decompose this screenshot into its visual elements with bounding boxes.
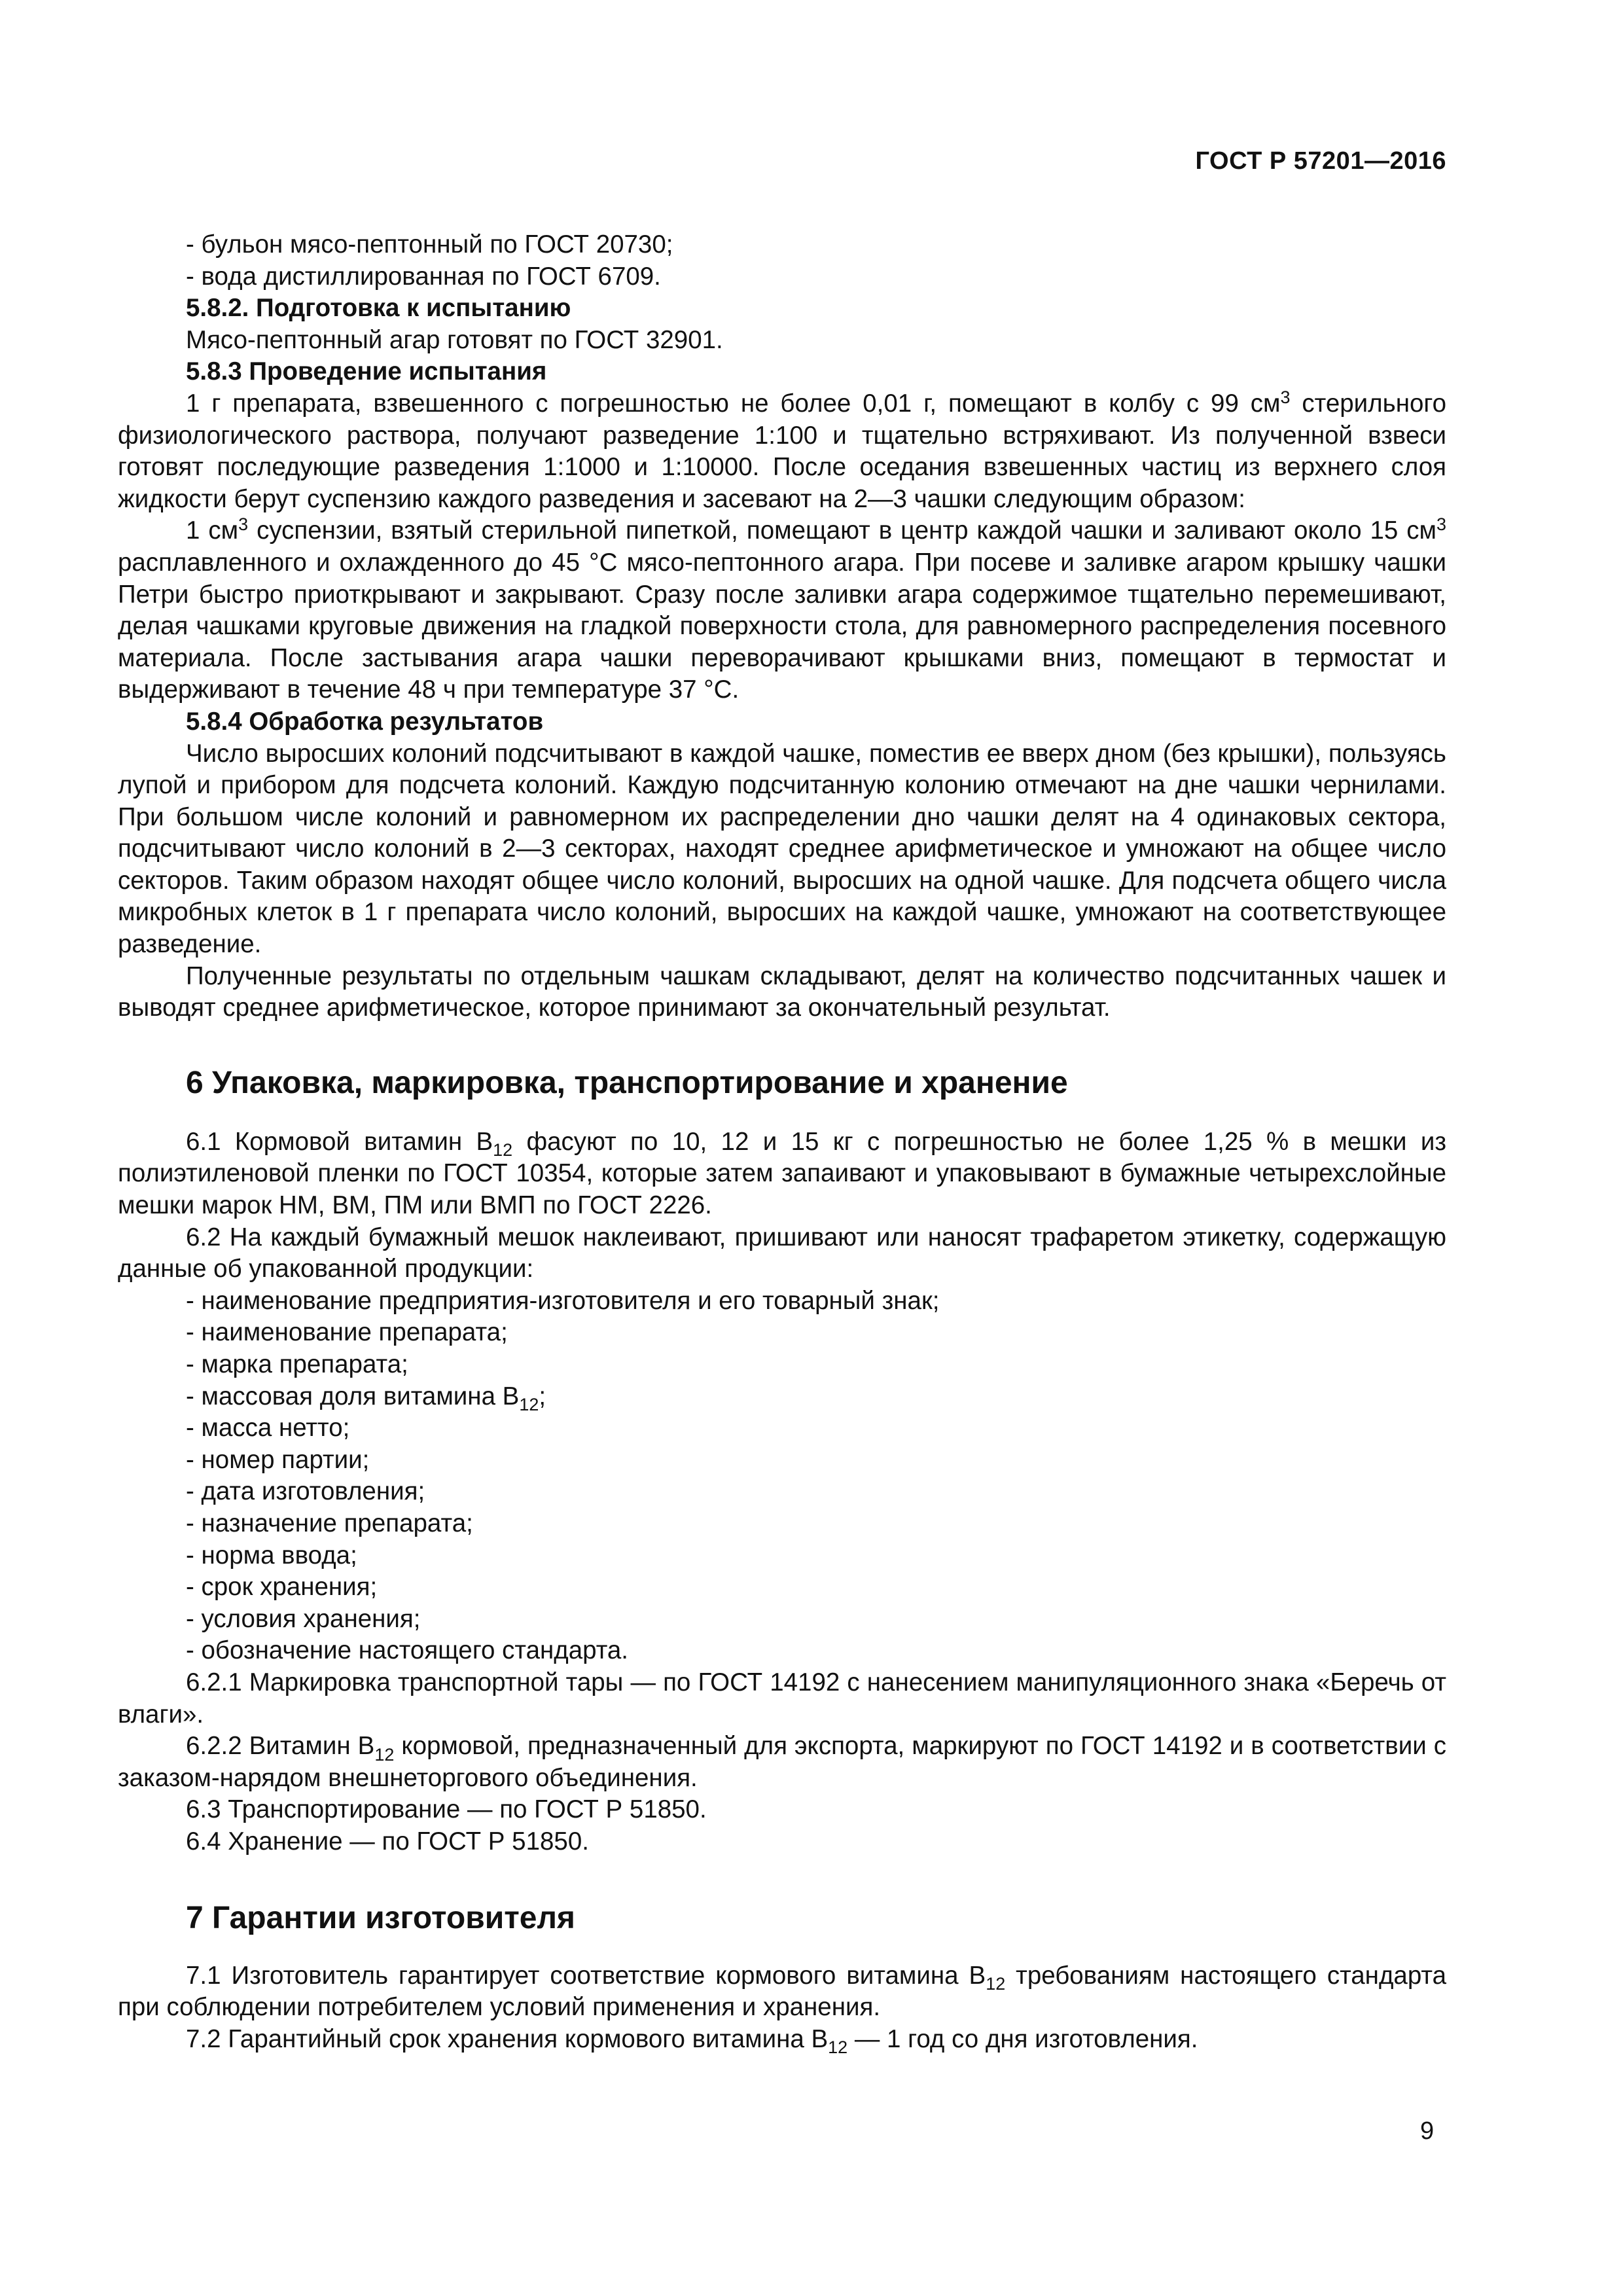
paragraph: Мясо-пептонный агар готовят по ГОСТ 32901. [186,325,723,354]
paragraph: 7.2 Гарантийный срок хранения кормового витамина $В_{12}$ — 1 год со дня изготовления. [186,2024,1198,2058]
document-body [118,229,1446,2058]
paragraph: Полученные результаты по отдельным чашкам складывают, делят на количество подсчитанных чашек и выводят среднее арифметическое, которое принимают за окончательный результат. [118,961,1446,1022]
list-item: - наименование препарата; [186,1318,508,1347]
list-item: - норма ввода; [186,1541,357,1570]
list-item: - марка препарата; [186,1350,408,1378]
paragraph: 6.4 Хранение — по ГОСТ Р 51850. [186,1827,589,1856]
document-code-header: ГОСТ Р 57201—2016 [1195,147,1446,175]
list-item: - срок хранения; [186,1573,378,1602]
paragraph: 6.1 Кормовой витамин $В_{12}$ фасуют по 10, 12 и 15 кг с погрешностью не более 1,25 % в мешки из полиэтиленовой пленки по ГОСТ 10354, которые затем запаивают и упаковывают в бумажные четырехслойные мешки марок НМ, ВМ, ПМ или ВМП по ГОСТ 2226. [118,1127,1446,1220]
subsection-title-5-8-4: 5.8.4 Обработка результатов [186,707,544,736]
list-item: - массовая доля витамина $В_{12}$; [186,1382,546,1415]
paragraph: 6.2.1 Маркировка транспортной тары — по ГОСТ 14192 с нанесением манипуляционного знака «Беречь от влаги». [118,1668,1446,1729]
list-item: - номер партии; [186,1445,370,1474]
paragraph: 1 г препарата, взвешенного с погрешностью не более 0,01 г, помещают в колбу с 99 $см^3$ стерильного физиологического раствора, получают разведение 1:100 и тщательно встряхивают. Из полученной взвеси готовят последующие разведения 1:1000 и 1:10000. После оседания взвешенных частиц из верхнего слоя жидкости берут суспензию каждого разведения и засевают на 2—3 чашки следующим образом: [118,387,1446,513]
paragraph: 6.2 На каждый бумажный мешок наклеивают, пришивают или наносят трафаретом этикетку, содержащую данные об упакованной продукции: [118,1223,1446,1283]
list-item: - бульон мясо-пептонный по ГОСТ 20730; [186,230,673,259]
section-title-6: 6 Упаковка, маркировка, транспортирование и хранение [186,1065,1068,1100]
list-item: - вода дистиллированная по ГОСТ 6709. [186,262,661,291]
page-number: 9 [1420,2117,1435,2145]
list-item: - наименование предприятия-изготовителя и его товарный знак; [186,1286,940,1315]
list-item: - масса нетто; [186,1414,350,1443]
paragraph: Число выросших колоний подсчитывают в каждой чашке, поместив ее вверх дном (без крышки), пользуясь лупой и прибором для подсчета колоний. Каждую подсчитанную колонию отмечают на дне чашки чернилами. При большом числе колоний и равномерном их распределении дно чашки делят на 4 одинаковых сектора, подсчитывают число колоний в 2—3 секторах, находят среднее арифметическое и умножают на общее число секторов. Таким образом находят общее число колоний, выросших на одной чашке. Для подсчета общего числа микробных клеток в 1 г препарата число колоний, выросших на каждой чашке, умножают на соответствующее разведение. [118,739,1446,959]
subsection-title-5-8-3: 5.8.3 Проведение испытания [186,357,547,386]
paragraph: 6.3 Транспортирование — по ГОСТ Р 51850. [186,1795,707,1824]
section-title-7: 7 Гарантии изготовителя [186,1900,575,1935]
list-item: - обозначение настоящего стандарта. [186,1636,629,1665]
paragraph: 6.2.2 Витамин $В_{12}$ кормовой, предназначенный для экспорта, маркируют по ГОСТ 14192 и в соответствии с заказом-нарядом внешнеторгового объединения. [118,1732,1446,1792]
subsection-title-5-8-2: 5.8.2. Подготовка к испытанию [186,294,571,323]
paragraph: 7.1 Изготовитель гарантирует соответствие кормового витамина $В_{12}$ требованиям настоящего стандарта при соблюдении потребителем условий применения и хранения. [118,1961,1446,2022]
list-item: - условия хранения; [186,1604,421,1633]
paragraph: 1 $см^3$ суспензии, взятый стерильной пипеткой, помещают в центр каждой чашки и заливают около 15 $см^3$ расплавленного и охлажденного до 45 °С мясо-пептонного агара. При посеве и заливке агаром крышку чашки Петри быстро приоткрывают и закрывают. Сразу после заливки агара содержимое тщательно перемешивают, делая чашками круговые движения на гладкой поверхности стола, для равномерного распределения посевного материала. После застывания агара чашки переворачивают крышками вниз, помещают в термостат и выдерживают в течение 48 ч при температуре 37 °С. [118,514,1446,704]
list-item: - назначение препарата; [186,1509,473,1537]
list-item: - дата изготовления; [186,1477,425,1506]
